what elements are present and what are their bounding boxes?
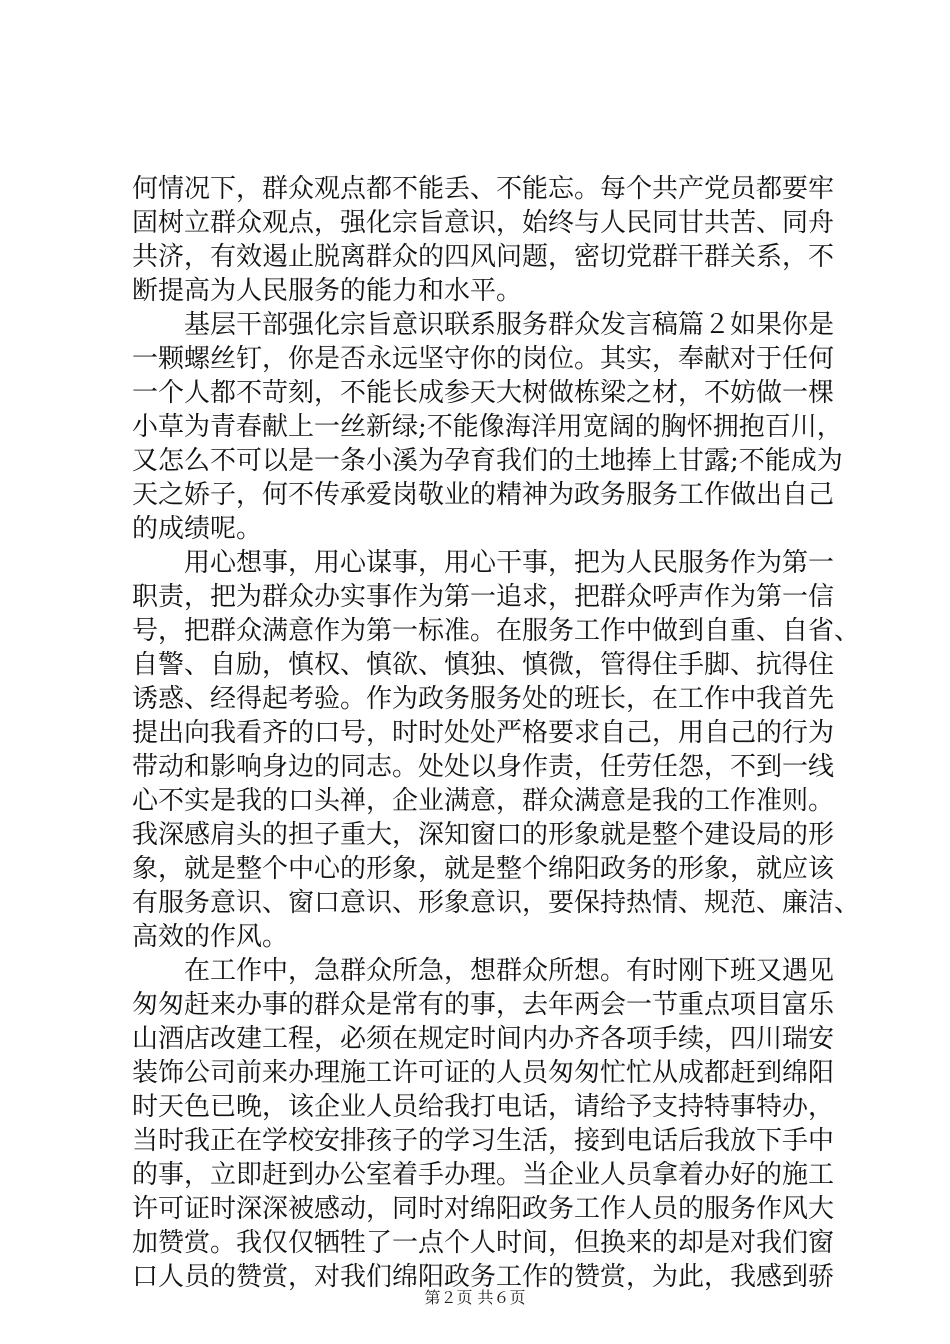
text-line: 提出向我看齐的口号，时时处处严格要求自己，用自己的行为	[132, 718, 835, 748]
text-line: 断提高为人民服务的能力和水平。	[132, 276, 523, 306]
text-line: 自警、自励，慎权、慎欲、慎独、慎微，管得住手脚、抗得住	[132, 650, 835, 680]
text-line: 一颗螺丝钉，你是否永远坚守你的岗位。其实，奉献对于任何	[132, 344, 835, 374]
text-line: 加赞赏。我仅仅牺牲了一点个人时间，但换来的却是对我们窗	[132, 1228, 835, 1258]
text-line: 当时我正在学校安排孩子的学习生活，接到电话后我放下手中	[132, 1126, 835, 1156]
text-line: 有服务意识、窗口意识、形象意识，要保持热情、规范、廉洁、	[132, 888, 861, 918]
text-line: 何情况下，群众观点都不能丢、不能忘。每个共产党员都要牢	[132, 174, 835, 204]
text-line: 一个人都不苛刻，不能长成参天大树做栋梁之材，不妨做一棵	[132, 378, 835, 408]
text-line: 山酒店改建工程，必须在规定时间内办齐各项手续，四川瑞安	[132, 1024, 835, 1054]
text-line: 许可证时深深被感动，同时对绵阳政务工作人员的服务作风大	[132, 1194, 835, 1224]
text-line: 的事，立即赶到办公室着手办理。当企业人员拿着办好的施工	[132, 1160, 835, 1190]
page-footer: 第２页 共６页	[424, 1288, 526, 1307]
text-line: 带动和影响身边的同志。处处以身作责，任劳任怨，不到一线	[132, 752, 835, 782]
text-line: 匆匆赶来办事的群众是常有的事，去年两会一节重点项目富乐	[132, 990, 835, 1020]
text-line: 心不实是我的口头禅，企业满意，群众满意是我的工作准则。	[132, 786, 835, 816]
text-line: 诱惑、经得起考验。作为政务服务处的班长，在工作中我首先	[132, 684, 835, 714]
paragraph-first-line: 用心想事，用心谋事，用心干事，把为人民服务作为第一	[184, 548, 835, 578]
text-line: 高效的作风。	[132, 922, 289, 952]
text-line: 口人员的赞赏，对我们绵阳政务工作的赞赏，为此，我感到骄	[132, 1262, 835, 1292]
document-body	[132, 172, 861, 1294]
text-line: 天之娇子，何不传承爱岗敬业的精神为政务服务工作做出自己	[132, 480, 835, 510]
paragraph-first-line: 在工作中，急群众所急，想群众所想。有时刚下班又遇见	[184, 956, 835, 986]
text-line: 装饰公司前来办理施工许可证的人员匆匆忙忙从成都赶到绵阳	[132, 1058, 835, 1088]
text-line: 固树立群众观点，强化宗旨意识，始终与人民同甘共苦、同舟	[132, 208, 835, 238]
text-line: 共济，有效遏止脱离群众的四风问题，密切党群干群关系，不	[132, 242, 835, 272]
paragraph-first-line: 基层干部强化宗旨意识联系服务群众发言稿篇２如果你是	[184, 310, 835, 340]
text-line: 小草为青春献上一丝新绿;不能像海洋用宽阔的胸怀拥抱百川，	[132, 412, 843, 442]
text-line: 时天色已晚，该企业人员给我打电话，请给予支持特事特办，	[132, 1092, 835, 1122]
text-line: 又怎么不可以是一条小溪为孕育我们的土地捧上甘露;不能成为	[132, 446, 843, 476]
text-line: 象，就是整个中心的形象，就是整个绵阳政务的形象，就应该	[132, 854, 835, 884]
text-line: 职责，把为群众办实事作为第一追求，把群众呼声作为第一信	[132, 582, 835, 612]
text-line: 号，把群众满意作为第一标准。在服务工作中做到自重、自省、	[132, 616, 861, 646]
text-line: 我深感肩头的担子重大，深知窗口的形象就是整个建设局的形	[132, 820, 835, 850]
text-line: 的成绩呢。	[132, 514, 263, 544]
